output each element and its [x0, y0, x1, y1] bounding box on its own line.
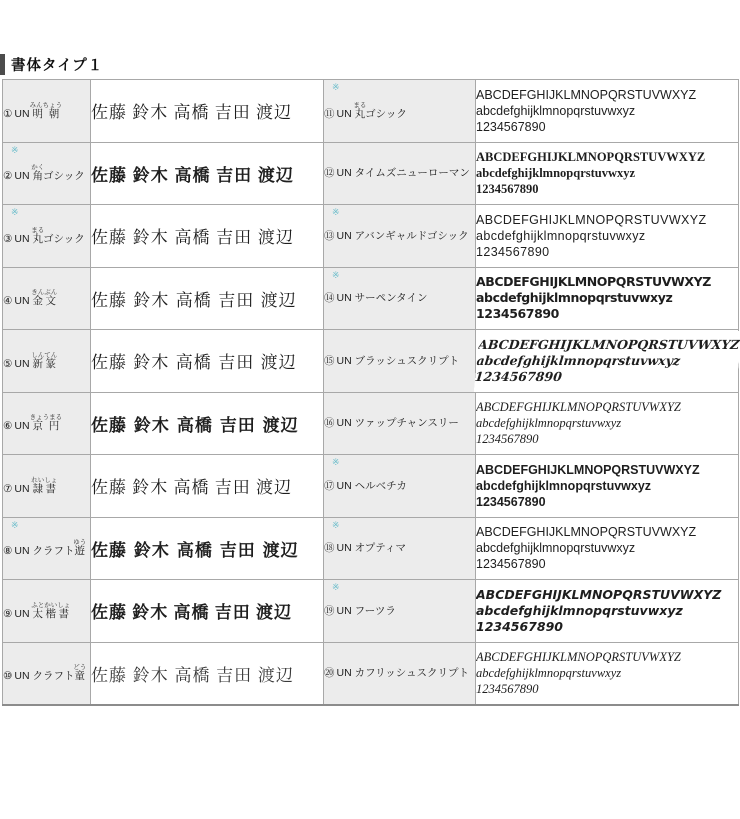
- section-header: [0, 53, 740, 76]
- item-number: ⑩: [3, 669, 13, 682]
- latin-lower: abcdefghijklmnopqrstuvwxyz: [476, 541, 636, 556]
- font-label-cell: [324, 80, 476, 143]
- font-label-cell: [324, 455, 476, 518]
- latin-upper: ABCDEFGHIJKLMNOPQRSTUVWXYZ: [476, 150, 706, 165]
- latin-upper: ABCDEFGHIJKLMNOPQRSTUVWXYZ: [476, 525, 697, 540]
- japanese-sample-text: 佐藤 鈴木 高橋 吉田 渡辺: [91, 665, 294, 685]
- font-row-1: [3, 80, 739, 143]
- latin-digits: 1234567890: [476, 119, 546, 134]
- font-row-9: [3, 580, 739, 643]
- latin-upper: ABCDEFGHIJKLMNOPQRSTUVWXYZ: [476, 462, 700, 477]
- font-name: ⑰ UN ヘルベチカ: [324, 479, 407, 492]
- item-number: ⑮: [324, 354, 335, 367]
- japanese-sample-text: 佐藤 鈴木 高橋 吉田 渡辺: [91, 603, 292, 623]
- item-number: ⑧: [3, 545, 13, 558]
- font-name: ③ UN 丸まるゴシック: [3, 226, 85, 245]
- font-name: ① UN 明朝みんちょう: [3, 101, 63, 120]
- item-number: ③: [3, 232, 13, 245]
- font-name: ⑲ UN フーツラ: [324, 604, 396, 617]
- font-label-cell: [3, 205, 91, 268]
- font-name: ④ UN 金文きんぶん: [3, 289, 58, 308]
- latin-sample: [476, 142, 739, 205]
- item-number: ①: [3, 107, 13, 120]
- furigana: 丸まる: [353, 101, 367, 120]
- furigana: 童どう: [73, 663, 87, 682]
- japanese-sample-text: 佐藤 鈴木 高橋 吉田 渡辺: [91, 165, 294, 185]
- font-row-8: [3, 517, 739, 580]
- font-label-cell: [3, 580, 91, 643]
- latin-lower: abcdefghijklmnopqrstuvwxyz: [476, 290, 673, 306]
- latin-sample: [476, 267, 739, 330]
- font-label-cell: [324, 392, 476, 455]
- furigana: 遊ゆう: [73, 539, 87, 558]
- latin-digits: 1234567890: [476, 682, 539, 696]
- latin-digits: 1234567890: [476, 306, 559, 322]
- item-number: ④: [3, 295, 13, 308]
- latin-sample: [476, 642, 739, 705]
- item-number: ⑪: [324, 107, 335, 120]
- latin-digits: 1234567890: [476, 182, 539, 197]
- latin-digits: 1234567890: [476, 432, 539, 447]
- latin-lower: abcdefghijklmnopqrstuvwxyz: [475, 352, 681, 368]
- font-label-cell: [3, 392, 91, 455]
- item-number: ⑬: [324, 229, 335, 242]
- font-name: ⑱ UN オプティマ: [324, 542, 406, 555]
- font-label-cell: [324, 642, 476, 705]
- latin-sample: [476, 455, 739, 518]
- font-name: ⑦ UN 隷書れいしょ: [3, 476, 58, 495]
- latin-digits: 1234567890: [476, 494, 546, 509]
- japanese-sample-text: 佐藤 鈴木 高橋 吉田 渡辺: [91, 415, 299, 436]
- latin-lower: abcdefghijklmnopqrstuvwxyz: [476, 103, 636, 118]
- item-number: ②: [3, 170, 13, 183]
- japanese-sample: [91, 517, 324, 580]
- japanese-sample: [91, 330, 324, 393]
- item-number: ⑯: [324, 417, 335, 430]
- font-name: ⑩ UN クラフト童どう: [3, 663, 87, 682]
- reference-mark: ※: [11, 144, 19, 155]
- latin-upper: ABCDEFGHIJKLMNOPQRSTUVWXYZ: [476, 336, 740, 352]
- item-number: ⑲: [324, 604, 335, 617]
- japanese-sample: [91, 142, 324, 205]
- reference-mark: ※: [332, 519, 340, 530]
- font-name: ⑥ UN 京円きょうまる: [3, 414, 63, 433]
- font-name: ⑪ UN 丸まるゴシック: [324, 101, 407, 120]
- reference-mark: ※: [332, 269, 340, 280]
- furigana: 隷書れいしょ: [31, 476, 58, 495]
- font-label-cell: [324, 267, 476, 330]
- latin-upper: ABCDEFGHIJKLMNOPQRSTUVWXYZ: [476, 650, 681, 664]
- font-name: ⑨ UN 太楷書ふとかいしょ: [3, 601, 71, 620]
- page-title: 書体タイプ１: [11, 58, 104, 74]
- item-number: ⑨: [3, 607, 13, 620]
- japanese-sample-text: 佐藤 鈴木 高橋 吉田 渡辺: [91, 228, 294, 248]
- furigana: 角かく: [31, 164, 45, 183]
- latin-lower: abcdefghijklmnopqrstuvwxyz: [476, 602, 683, 618]
- latin-upper: ABCDEFGHIJKLMNOPQRSTUVWXYZ: [476, 274, 711, 290]
- latin-sample: [472, 330, 740, 393]
- japanese-sample-text: 佐藤 鈴木 高橋 吉田 渡辺: [91, 103, 292, 123]
- latin-sample: [476, 392, 739, 455]
- latin-lower: abcdefghijklmnopqrstuvwxyz: [476, 666, 622, 680]
- reference-mark: ※: [11, 519, 19, 530]
- item-number: ⑤: [3, 357, 13, 370]
- font-label-cell: [324, 330, 476, 393]
- latin-sample: [476, 580, 739, 643]
- font-name: ⑤ UN 新篆しんてん: [3, 351, 58, 370]
- header-accent-bar: [0, 54, 5, 75]
- furigana: 明朝みんちょう: [29, 101, 63, 120]
- latin-sample: [476, 205, 739, 268]
- japanese-sample-text: 佐藤 鈴木 高橋 吉田 渡辺: [91, 290, 297, 311]
- font-name: ⑮ UN ブラッシュスクリプト: [324, 354, 460, 367]
- font-row-4: [3, 267, 739, 330]
- font-name: ⑫ UN タイムズニューローマン: [324, 167, 470, 180]
- font-label-cell: [3, 517, 91, 580]
- japanese-sample: [91, 642, 324, 705]
- font-name: ⑳ UN カフリッシュスクリプト: [324, 666, 470, 679]
- latin-digits: 1234567890: [476, 618, 563, 634]
- font-row-10: [3, 642, 739, 705]
- latin-digits: 1234567890: [476, 557, 546, 572]
- font-name: ⑧ UN クラフト遊ゆう: [3, 539, 87, 558]
- latin-sample: [476, 80, 739, 143]
- furigana: 太楷書ふとかいしょ: [31, 601, 71, 620]
- latin-sample: [476, 517, 739, 580]
- font-name: ⑯ UN ツァップチャンスリー: [324, 417, 459, 430]
- font-specimen-table: [2, 79, 739, 706]
- latin-lower: abcdefghijklmnopqrstuvwxyz: [476, 416, 622, 431]
- japanese-sample: [91, 267, 324, 330]
- latin-lower: abcdefghijklmnopqrstuvwxyz: [476, 166, 636, 181]
- font-label-cell: [3, 330, 91, 393]
- font-label-cell: [324, 580, 476, 643]
- item-number: ⑰: [324, 479, 335, 492]
- item-number: ⑱: [324, 542, 335, 555]
- latin-lower: abcdefghijklmnopqrstuvwxyz: [476, 228, 646, 243]
- latin-upper: ABCDEFGHIJKLMNOPQRSTUVWXYZ: [476, 87, 697, 102]
- font-label-cell: [324, 142, 476, 205]
- font-row-5: [3, 330, 739, 393]
- latin-upper: ABCDEFGHIJKLMNOPQRSTUVWXYZ: [476, 212, 707, 227]
- item-number: ⑦: [3, 482, 13, 495]
- reference-mark: ※: [332, 582, 340, 592]
- japanese-sample: [91, 580, 324, 643]
- item-number: ⑳: [324, 666, 335, 679]
- reference-mark: ※: [332, 207, 340, 217]
- furigana: 新篆しんてん: [31, 351, 58, 370]
- latin-upper: ABCDEFGHIJKLMNOPQRSTUVWXYZ: [476, 400, 681, 415]
- japanese-sample: [91, 455, 324, 518]
- furigana: 丸まる: [31, 226, 45, 245]
- reference-mark: ※: [332, 457, 340, 467]
- font-name: ⑬ UN アバンギャルドゴシック: [324, 229, 469, 242]
- japanese-sample: [91, 392, 324, 455]
- latin-digits: 1234567890: [476, 244, 550, 259]
- japanese-sample: [91, 80, 324, 143]
- reference-mark: ※: [332, 82, 340, 92]
- item-number: ⑭: [324, 292, 335, 305]
- font-label-cell: [3, 267, 91, 330]
- font-name: ② UN 角かくゴシック: [3, 164, 85, 183]
- japanese-sample-text: 佐藤 鈴木 高橋 吉田 渡辺: [91, 540, 299, 561]
- font-label-cell: [3, 80, 91, 143]
- reference-mark: ※: [11, 207, 19, 217]
- latin-digits: 1234567890: [473, 368, 563, 384]
- font-row-3: [3, 205, 739, 268]
- latin-upper: ABCDEFGHIJKLMNOPQRSTUVWXYZ: [476, 586, 722, 602]
- font-row-2: [3, 142, 739, 205]
- font-label-cell: [3, 142, 91, 205]
- furigana: 金文きんぶん: [31, 289, 58, 308]
- font-name: ⑭ UN サーペンタイン: [324, 292, 428, 305]
- japanese-sample-text: 佐藤 鈴木 高橋 吉田 渡辺: [91, 353, 297, 374]
- latin-lower: abcdefghijklmnopqrstuvwxyz: [476, 478, 652, 493]
- furigana: 京円きょうまる: [29, 414, 63, 433]
- font-label-cell: [324, 517, 476, 580]
- item-number: ⑥: [3, 420, 13, 433]
- japanese-sample-text: 佐藤 鈴木 高橋 吉田 渡辺: [91, 478, 292, 498]
- japanese-sample: [91, 205, 324, 268]
- font-label-cell: [3, 642, 91, 705]
- font-row-7: [3, 455, 739, 518]
- font-label-cell: [324, 205, 476, 268]
- item-number: ⑫: [324, 167, 335, 180]
- font-label-cell: [3, 455, 91, 518]
- font-row-6: [3, 392, 739, 455]
